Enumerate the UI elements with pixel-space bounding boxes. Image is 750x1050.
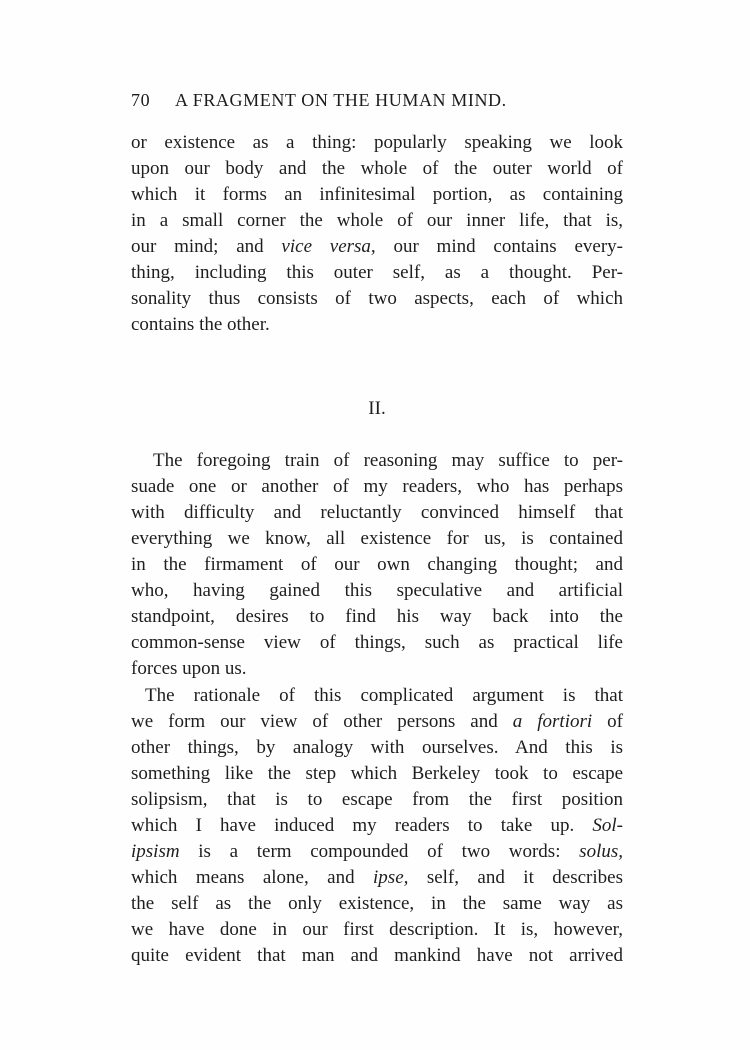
text-run: our mind contains every- (375, 236, 623, 257)
text-line: thing, including this outer self, as a thought. Per- (131, 262, 623, 283)
text-run: which I have induced my readers to take up. (131, 815, 593, 836)
text-line: we have done in our first description. It is, however, (131, 919, 623, 940)
text-line (131, 865, 623, 891)
text-line: in a small corner the whole of our inner life, that is, (131, 210, 623, 231)
text-line (131, 234, 623, 260)
text-line: other things, by analogy with ourselves. And this is (131, 737, 623, 758)
text-line: The rationale of this complicated argument is that (145, 685, 623, 706)
text-run: is a term compounded of two words: (179, 841, 580, 862)
running-head (131, 90, 611, 111)
text-line: with difficulty and reluctantly convinced himself that (131, 502, 623, 523)
paragraph-1 (131, 130, 623, 338)
text-run: we form our view of other persons and (131, 711, 513, 732)
text-line (131, 813, 623, 839)
section-heading: II. (368, 398, 386, 419)
italic-phrase: Sol- (592, 815, 623, 836)
italic-phrase: vice versa, (281, 236, 376, 257)
text-line: quite evident that man and mankind have not arrived (131, 945, 623, 966)
text-line (131, 839, 623, 865)
paragraph-2 (131, 448, 623, 682)
text-line (131, 709, 623, 735)
text-line: standpoint, desires to find his way back into the (131, 606, 623, 627)
text-line: something like the step which Berkeley took to escape (131, 763, 623, 784)
text-line: forces upon us. (131, 658, 247, 679)
text-run: self, and it describes (408, 867, 623, 888)
text-run: of (592, 711, 624, 732)
text-line: upon our body and the whole of the outer world of (131, 158, 623, 179)
text-line: in the firmament of our own changing thought; and (131, 554, 623, 575)
italic-phrase: ipsism (131, 841, 180, 862)
italic-phrase: a fortiori (512, 711, 593, 732)
text-line: who, having gained this speculative and artificial (131, 580, 623, 601)
text-run: our mind; and (131, 236, 282, 257)
text-line: contains the other. (131, 314, 270, 335)
text-line: the self as the only existence, in the same way as (131, 893, 623, 914)
text-line: suade one or another of my readers, who has perhaps (131, 476, 623, 497)
text-line: or existence as a thing: popularly speaking we look (131, 132, 623, 153)
text-line: which it forms an infinitesimal portion, as containing (131, 184, 623, 205)
text-line: everything we know, all existence for us, is contained (131, 528, 623, 549)
italic-phrase: solus, (579, 841, 623, 862)
running-title: A FRAGMENT ON THE HUMAN MIND. (175, 90, 507, 110)
italic-phrase: ipse, (373, 867, 409, 888)
text-line: The foregoing train of reasoning may suffice to per- (153, 450, 623, 471)
paragraph-3 (131, 683, 623, 969)
text-line: sonality thus consists of two aspects, each of which (131, 288, 623, 309)
text-line: common-sense view of things, such as practical life (131, 632, 623, 653)
text-run: which means alone, and (131, 867, 374, 888)
page-number: 70 (131, 90, 151, 110)
text-line: solipsism, that is to escape from the first position (131, 789, 623, 810)
